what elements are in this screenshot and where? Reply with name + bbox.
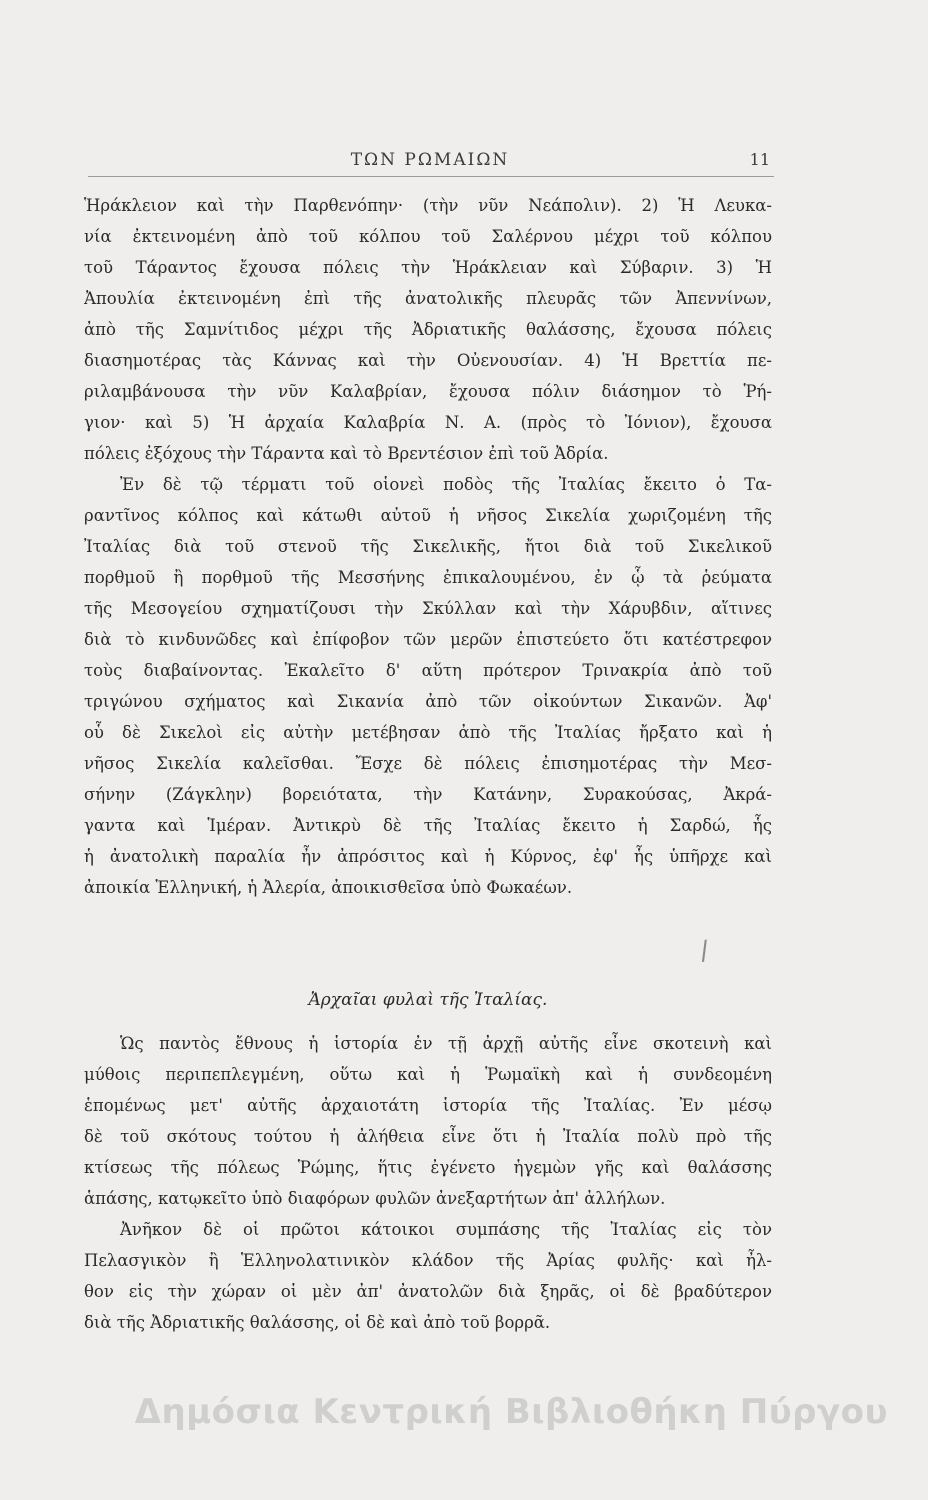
text-line: Ὡς παντὸς ἔθνους ἡ ἱστορία ἐν τῇ ἀρχῇ αὐτῆς εἶνε σκοτεινὴ καὶ: [120, 1034, 772, 1053]
text-line: τριγώνου σχήματος καὶ Σικανία ἀπὸ τῶν οἰκούντων Σικανῶν. Ἀφ': [84, 692, 772, 711]
text-line: πόλεις ἐξόχους τὴν Τάραντα καὶ τὸ Βρεντέσιον ἐπὶ τοῦ Ἀδρία.: [84, 444, 609, 463]
text-line: τοὺς διαβαίνοντας. Ἐκαλεῖτο δ' αὕτη πρότερον Τρινακρία ἀπὸ τοῦ: [84, 661, 772, 680]
text-line: θον εἰς τὴν χώραν οἱ μὲν ἀπ' ἀνατολῶν διὰ ξηρᾶς, οἱ δὲ βραδύτερον: [84, 1282, 772, 1301]
text-line: δὲ τοῦ σκότους τούτου ἡ ἀλήθεια εἶνε ὅτι ἡ Ἰταλία πολὺ πρὸ τῆς: [84, 1127, 772, 1146]
text-line: ραντῖνος κόλπος καὶ κάτωθι αὐτοῦ ἡ νῆσος Σικελία χωριζομένη τῆς: [84, 506, 772, 525]
text-line: Ἐν δὲ τῷ τέρματι τοῦ οἱονεὶ ποδὸς τῆς Ἰταλίας ἔκειτο ὁ Τα-: [120, 475, 772, 494]
text-line: γαντα καὶ Ἱμέραν. Ἀντικρὺ δὲ τῆς Ἰταλίας ἔκειτο ἡ Σαρδώ, ἧς: [84, 816, 772, 835]
text-line: οὗ δὲ Σικελοὶ εἰς αὐτὴν μετέβησαν ἀπὸ τῆς Ἰταλίας ἤρξατο καὶ ἡ: [84, 723, 772, 742]
text-line: ἑπομένως μετ' αὐτῆς ἀρχαιοτάτη ἱστορία τῆς Ἰταλίας. Ἐν μέσῳ: [84, 1096, 772, 1115]
text-line: διασημοτέρας τὰς Κάννας καὶ τὴν Οὐενουσίαν. 4) Ἡ Βρεττία πε-: [84, 351, 772, 370]
text-line: Ἡράκλειον καὶ τὴν Παρθενόπην· (τὴν νῦν Νεάπολιν). 2) Ἡ Λευκα-: [84, 196, 772, 215]
text-line: ἁπάσης, κατῳκεῖτο ὑπὸ διαφόρων φυλῶν ἀνεξαρτήτων ἀπ' ἀλλήλων.: [84, 1189, 666, 1208]
text-line: ἀποικία Ἑλληνική, ἡ Ἀλερία, ἀποικισθεῖσα ὑπὸ Φωκαέων.: [84, 878, 573, 897]
text-line: διὰ τὸ κινδυνῶδες καὶ ἐπίφοβον τῶν μερῶν ἐπιστεύετο ὅτι κατέστρεφον: [84, 630, 772, 649]
margin-check-mark: /: [697, 935, 712, 967]
running-title: ΤΩΝ ΡΩΜΑΙΩΝ: [350, 150, 510, 170]
text-line: τοῦ Τάραντος ἔχουσα πόλεις τὴν Ἡράκλειαν καὶ Σύβαριν. 3) Ἡ: [84, 258, 772, 277]
page-header: [90, 150, 770, 176]
text-line: Ἀπουλία ἐκτεινομένη ἐπὶ τῆς ἀνατολικῆς πλευρᾶς τῶν Ἀπεννίνων,: [84, 289, 772, 308]
text-line: διὰ τῆς Ἀδριατικῆς θαλάσσης, οἱ δὲ καὶ ἀπὸ τοῦ βορρᾶ.: [84, 1313, 551, 1332]
library-watermark: Δημόσια Κεντρική Βιβλιοθήκη Πύργου: [134, 1392, 888, 1432]
text-line: νία ἐκτεινομένη ἀπὸ τοῦ κόλπου τοῦ Σαλέρνου μέχρι τοῦ κόλπου: [84, 227, 772, 246]
text-line: Ἀνῆκον δὲ οἱ πρῶτοι κάτοικοι συμπάσης τῆς Ἰταλίας εἰς τὸν: [120, 1220, 772, 1239]
text-line: ἡ ἀνατολικὴ παραλία ἦν ἀπρόσιτος καὶ ἡ Κύρνος, ἐφ' ἧς ὑπῆρχε καὶ: [84, 847, 772, 866]
text-line: ριλαμβάνουσα τὴν νῦν Καλαβρίαν, ἔχουσα πόλιν διάσημον τὸ Ῥή-: [84, 382, 772, 401]
text-line: Ἰταλίας διὰ τοῦ στενοῦ τῆς Σικελικῆς, ἤτοι διὰ τοῦ Σικελικοῦ: [84, 537, 772, 556]
text-line: γιον· καὶ 5) Ἡ ἀρχαία Καλαβρία Ν. Α. (πρὸς τὸ Ἰόνιον), ἔχουσα: [84, 413, 772, 432]
text-line: κτίσεως τῆς πόλεως Ῥώμης, ἥτις ἐγένετο ἡγεμὼν γῆς καὶ θαλάσσης: [84, 1158, 772, 1177]
page-number: 11: [749, 150, 770, 169]
text-line: τῆς Μεσογείου σχηματίζουσι τὴν Σκύλλαν καὶ τὴν Χάρυβδιν, αἵτινες: [84, 599, 772, 618]
text-line: πορθμοῦ ἢ πορθμοῦ τῆς Μεσσήνης ἐπικαλουμένου, ἐν ᾧ τὰ ῥεύματα: [84, 568, 772, 587]
body-text: [84, 190, 772, 903]
section-text: [84, 1028, 772, 1338]
text-line: σήνην (Ζάγκλην) βορειότατα, τὴν Κατάνην, Συρακούσας, Ἀκρά-: [84, 785, 772, 804]
text-line: Πελασγικὸν ἢ Ἑλληνολατινικὸν κλάδον τῆς Ἀρίας φυλῆς· καὶ ἦλ-: [84, 1251, 772, 1270]
header-rule: [88, 176, 774, 177]
text-line: μύθοις περιπεπλεγμένη, οὕτω καὶ ἡ Ῥωμαϊκὴ καὶ ἡ συνδεομένη: [84, 1065, 772, 1084]
text-line: νῆσος Σικελία καλεῖσθαι. Ἔσχε δὲ πόλεις ἐπισημοτέρας τὴν Μεσ-: [84, 754, 772, 773]
section-heading: Ἀρχαῖαι φυλαὶ τῆς Ἰταλίας.: [308, 990, 548, 1010]
text-line: ἀπὸ τῆς Σαμνίτιδος μέχρι τῆς Ἀδριατικῆς θαλάσσης, ἔχουσα πόλεις: [84, 320, 772, 339]
